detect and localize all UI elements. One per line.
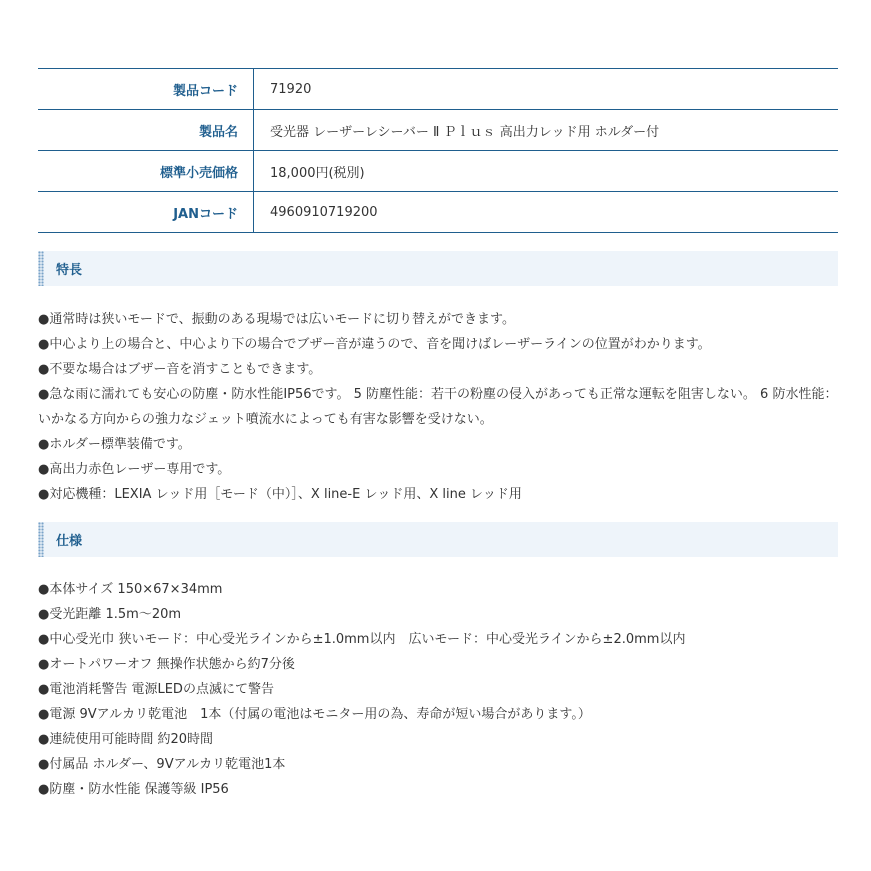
product-info-table-wrap bbox=[38, 68, 838, 233]
table-row bbox=[38, 151, 838, 192]
list-item: ●防塵・防水性能 保護等級 IP56 bbox=[38, 782, 229, 797]
specs-heading: 仕様 bbox=[56, 534, 83, 549]
row-value: 71920 bbox=[254, 69, 839, 110]
list-item: ●付属品 ホルダー、9Vアルカリ乾電池1本 bbox=[38, 757, 286, 772]
list-item: ●中心受光巾 狭いモード：中心受光ラインから±1.0mm以内 広いモード：中心受光ラインから±2.0mm以内 bbox=[38, 632, 686, 647]
list-item: ●高出力赤色レーザー専用です。 bbox=[38, 462, 231, 477]
row-value: 受光器 レーザーレシーバー Ⅱ Ｐｌｕｓ 高出力レッド用 ホルダー付 bbox=[254, 110, 839, 151]
features-section-header bbox=[38, 251, 838, 286]
list-item: ●不要な場合はブザー音を消すこともできます。 bbox=[38, 362, 322, 377]
dotted-bar-icon bbox=[38, 251, 44, 286]
specs-section-header bbox=[38, 522, 838, 557]
row-label: 製品コード bbox=[38, 69, 254, 110]
row-value: 4960910719200 bbox=[254, 192, 839, 233]
features-heading: 特長 bbox=[56, 263, 83, 278]
list-item: ●急な雨に濡れても安心の防塵・防水性能IP56です。 5 防塵性能：若干の粉塵の侵入があっても正常な運転を阻害しない。 6 防水性能：いかなる方向からの強力なジェット噴流水によっても有害な影響を受けない。 bbox=[38, 387, 838, 427]
list-item: ●オートパワーオフ 無操作状態から約7分後 bbox=[38, 657, 295, 672]
list-item: ●電源 9Vアルカリ乾電池 1本（付属の電池はモニター用の為、寿命が短い場合があります。） bbox=[38, 707, 591, 722]
specs-list bbox=[38, 577, 838, 802]
row-label: 標準小売価格 bbox=[38, 151, 254, 192]
list-item: ●中心より上の場合と、中心より下の場合でブザー音が違うので、音を聞けばレーザーラインの位置がわかります。 bbox=[38, 337, 711, 352]
list-item: ●受光距離 1.5m～20m bbox=[38, 607, 182, 622]
list-item: ●連続使用可能時間 約20時間 bbox=[38, 732, 214, 747]
list-item: ●本体サイズ 150×67×34mm bbox=[38, 582, 223, 597]
product-info-table bbox=[38, 68, 838, 233]
list-item: ●通常時は狭いモードで、振動のある現場では広いモードに切り替えができます。 bbox=[38, 312, 516, 327]
features-list bbox=[38, 307, 838, 507]
table-row bbox=[38, 110, 838, 151]
list-item: ●電池消耗警告 電源LEDの点滅にて警告 bbox=[38, 682, 274, 697]
list-item: ●ホルダー標準装備です。 bbox=[38, 437, 191, 452]
table-row bbox=[38, 69, 838, 110]
row-label: 製品名 bbox=[38, 110, 254, 151]
table-row bbox=[38, 192, 838, 233]
row-value: 18,000円(税別) bbox=[254, 151, 839, 192]
dotted-bar-icon bbox=[38, 522, 44, 557]
row-label: JANコード bbox=[38, 192, 254, 233]
list-item: ●対応機種：LEXIA レッド用［モード（中）］、X line-E レッド用、X line レッド用 bbox=[38, 487, 522, 502]
